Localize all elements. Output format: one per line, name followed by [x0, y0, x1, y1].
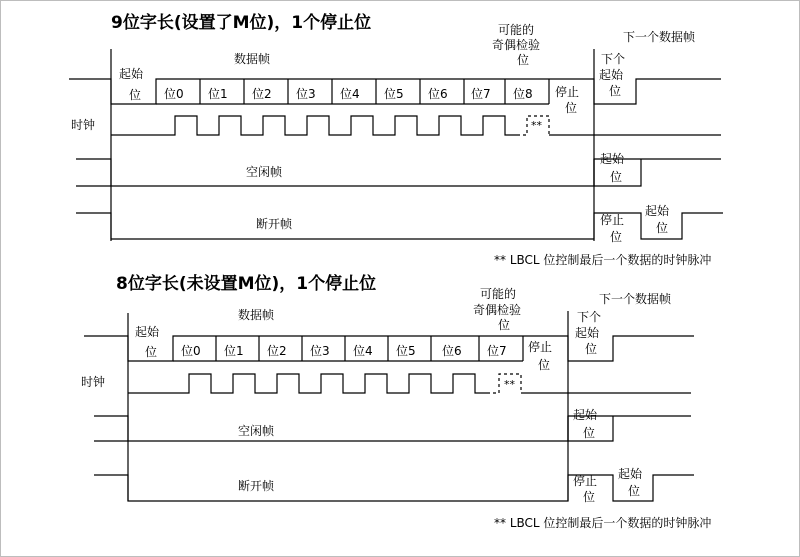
- bit-label-2: 位2: [252, 87, 272, 101]
- bit-label-5: 位5: [384, 87, 404, 101]
- break-start-label-1: 起始: [645, 204, 670, 218]
- lbcl-note: ** LBCL 位控制最后一个数据的时钟脉冲: [494, 253, 712, 267]
- bit-label-4: 位4: [340, 87, 360, 101]
- idle-start-label-1: 起始: [600, 152, 625, 166]
- idle-start-label-2: 位: [583, 426, 596, 440]
- bit-label-0: 位0: [164, 87, 184, 101]
- lbcl-note: ** LBCL 位控制最后一个数据的时钟脉冲: [494, 516, 712, 530]
- break-frame-label: 断开帧: [238, 479, 275, 493]
- bit-label-7: 位7: [471, 87, 491, 101]
- break-stop-label-1: 停止: [573, 474, 598, 488]
- stop-bit-label-2: 位: [538, 358, 551, 372]
- next-start-label-2: 起始: [599, 68, 624, 82]
- bit-label-6: 位6: [428, 87, 448, 101]
- stop-bit-label-2: 位: [565, 101, 578, 115]
- idle-frame-waveform: [94, 416, 691, 441]
- clock-waveform: [128, 374, 487, 393]
- idle-start-label-2: 位: [610, 170, 623, 184]
- data-frame-label: 数据帧: [234, 52, 271, 66]
- next-frame-label: 下一个数据帧: [599, 292, 672, 306]
- title-9bit: 9位字长(设置了M位)，1个停止位: [111, 13, 372, 33]
- next-frame-label: 下一个数据帧: [623, 30, 696, 44]
- diagram-8bit: [81, 273, 711, 530]
- start-bit-label-1: 起始: [135, 325, 160, 339]
- break-stop-label-2: 位: [583, 490, 596, 504]
- clock-waveform: [111, 116, 517, 135]
- title-8bit: 8位字长(未设置M位)，1个停止位: [116, 274, 377, 294]
- diagram-9bit: [69, 12, 723, 267]
- stop-bit-label-1: 停止: [555, 85, 580, 99]
- break-frame-waveform: [94, 475, 694, 501]
- data-frame-label: 数据帧: [238, 308, 275, 322]
- clock-label: 时钟: [81, 375, 106, 389]
- break-start-label-2: 位: [656, 221, 669, 235]
- next-start-label-1: 下个: [601, 52, 626, 66]
- parity-label-line1: 可能的: [498, 23, 535, 37]
- break-stop-label-2: 位: [610, 230, 623, 244]
- stop-bit-label-1: 停止: [528, 340, 553, 354]
- bit-label-6: 位6: [442, 344, 462, 358]
- parity-label-line3: 位: [517, 53, 530, 67]
- next-start-label-1: 下个: [577, 310, 602, 324]
- start-bit-label-2: 位: [145, 345, 158, 359]
- break-frame-label: 断开帧: [256, 217, 293, 231]
- parity-label-line3: 位: [498, 318, 511, 332]
- bit-label-2: 位2: [267, 344, 287, 358]
- timing-diagram: [1, 1, 800, 557]
- parity-label-line1: 可能的: [480, 287, 517, 301]
- bit-label-0: 位0: [181, 344, 201, 358]
- data-waveform: [84, 336, 694, 361]
- clock-label: 时钟: [71, 118, 96, 132]
- lbcl-marker: **: [531, 119, 542, 132]
- bit-label-1: 位1: [224, 344, 244, 358]
- bit-label-3: 位3: [296, 87, 316, 101]
- next-start-label-3: 位: [585, 342, 598, 356]
- idle-frame-label: 空闲帧: [238, 424, 275, 438]
- bit-label-4: 位4: [353, 344, 373, 358]
- next-start-label-3: 位: [609, 84, 622, 98]
- break-stop-label-1: 停止: [600, 213, 625, 227]
- next-start-label-2: 起始: [575, 326, 600, 340]
- start-bit-label-2: 位: [129, 88, 142, 102]
- idle-frame-waveform: [76, 159, 721, 186]
- break-frame-waveform: [76, 213, 723, 239]
- bit-label-7: 位7: [487, 344, 507, 358]
- parity-label-line2: 奇偶检验: [492, 38, 541, 52]
- bit-label-3: 位3: [310, 344, 330, 358]
- start-bit-label-1: 起始: [119, 67, 144, 81]
- break-start-label-1: 起始: [618, 467, 643, 481]
- parity-label-line2: 奇偶检验: [473, 303, 522, 317]
- idle-frame-label: 空闲帧: [246, 165, 283, 179]
- bit-label-5: 位5: [396, 344, 416, 358]
- idle-start-label-1: 起始: [573, 408, 598, 422]
- break-start-label-2: 位: [628, 484, 641, 498]
- lbcl-marker: **: [504, 378, 515, 391]
- bit-label-8: 位8: [513, 87, 533, 101]
- bit-label-1: 位1: [208, 87, 228, 101]
